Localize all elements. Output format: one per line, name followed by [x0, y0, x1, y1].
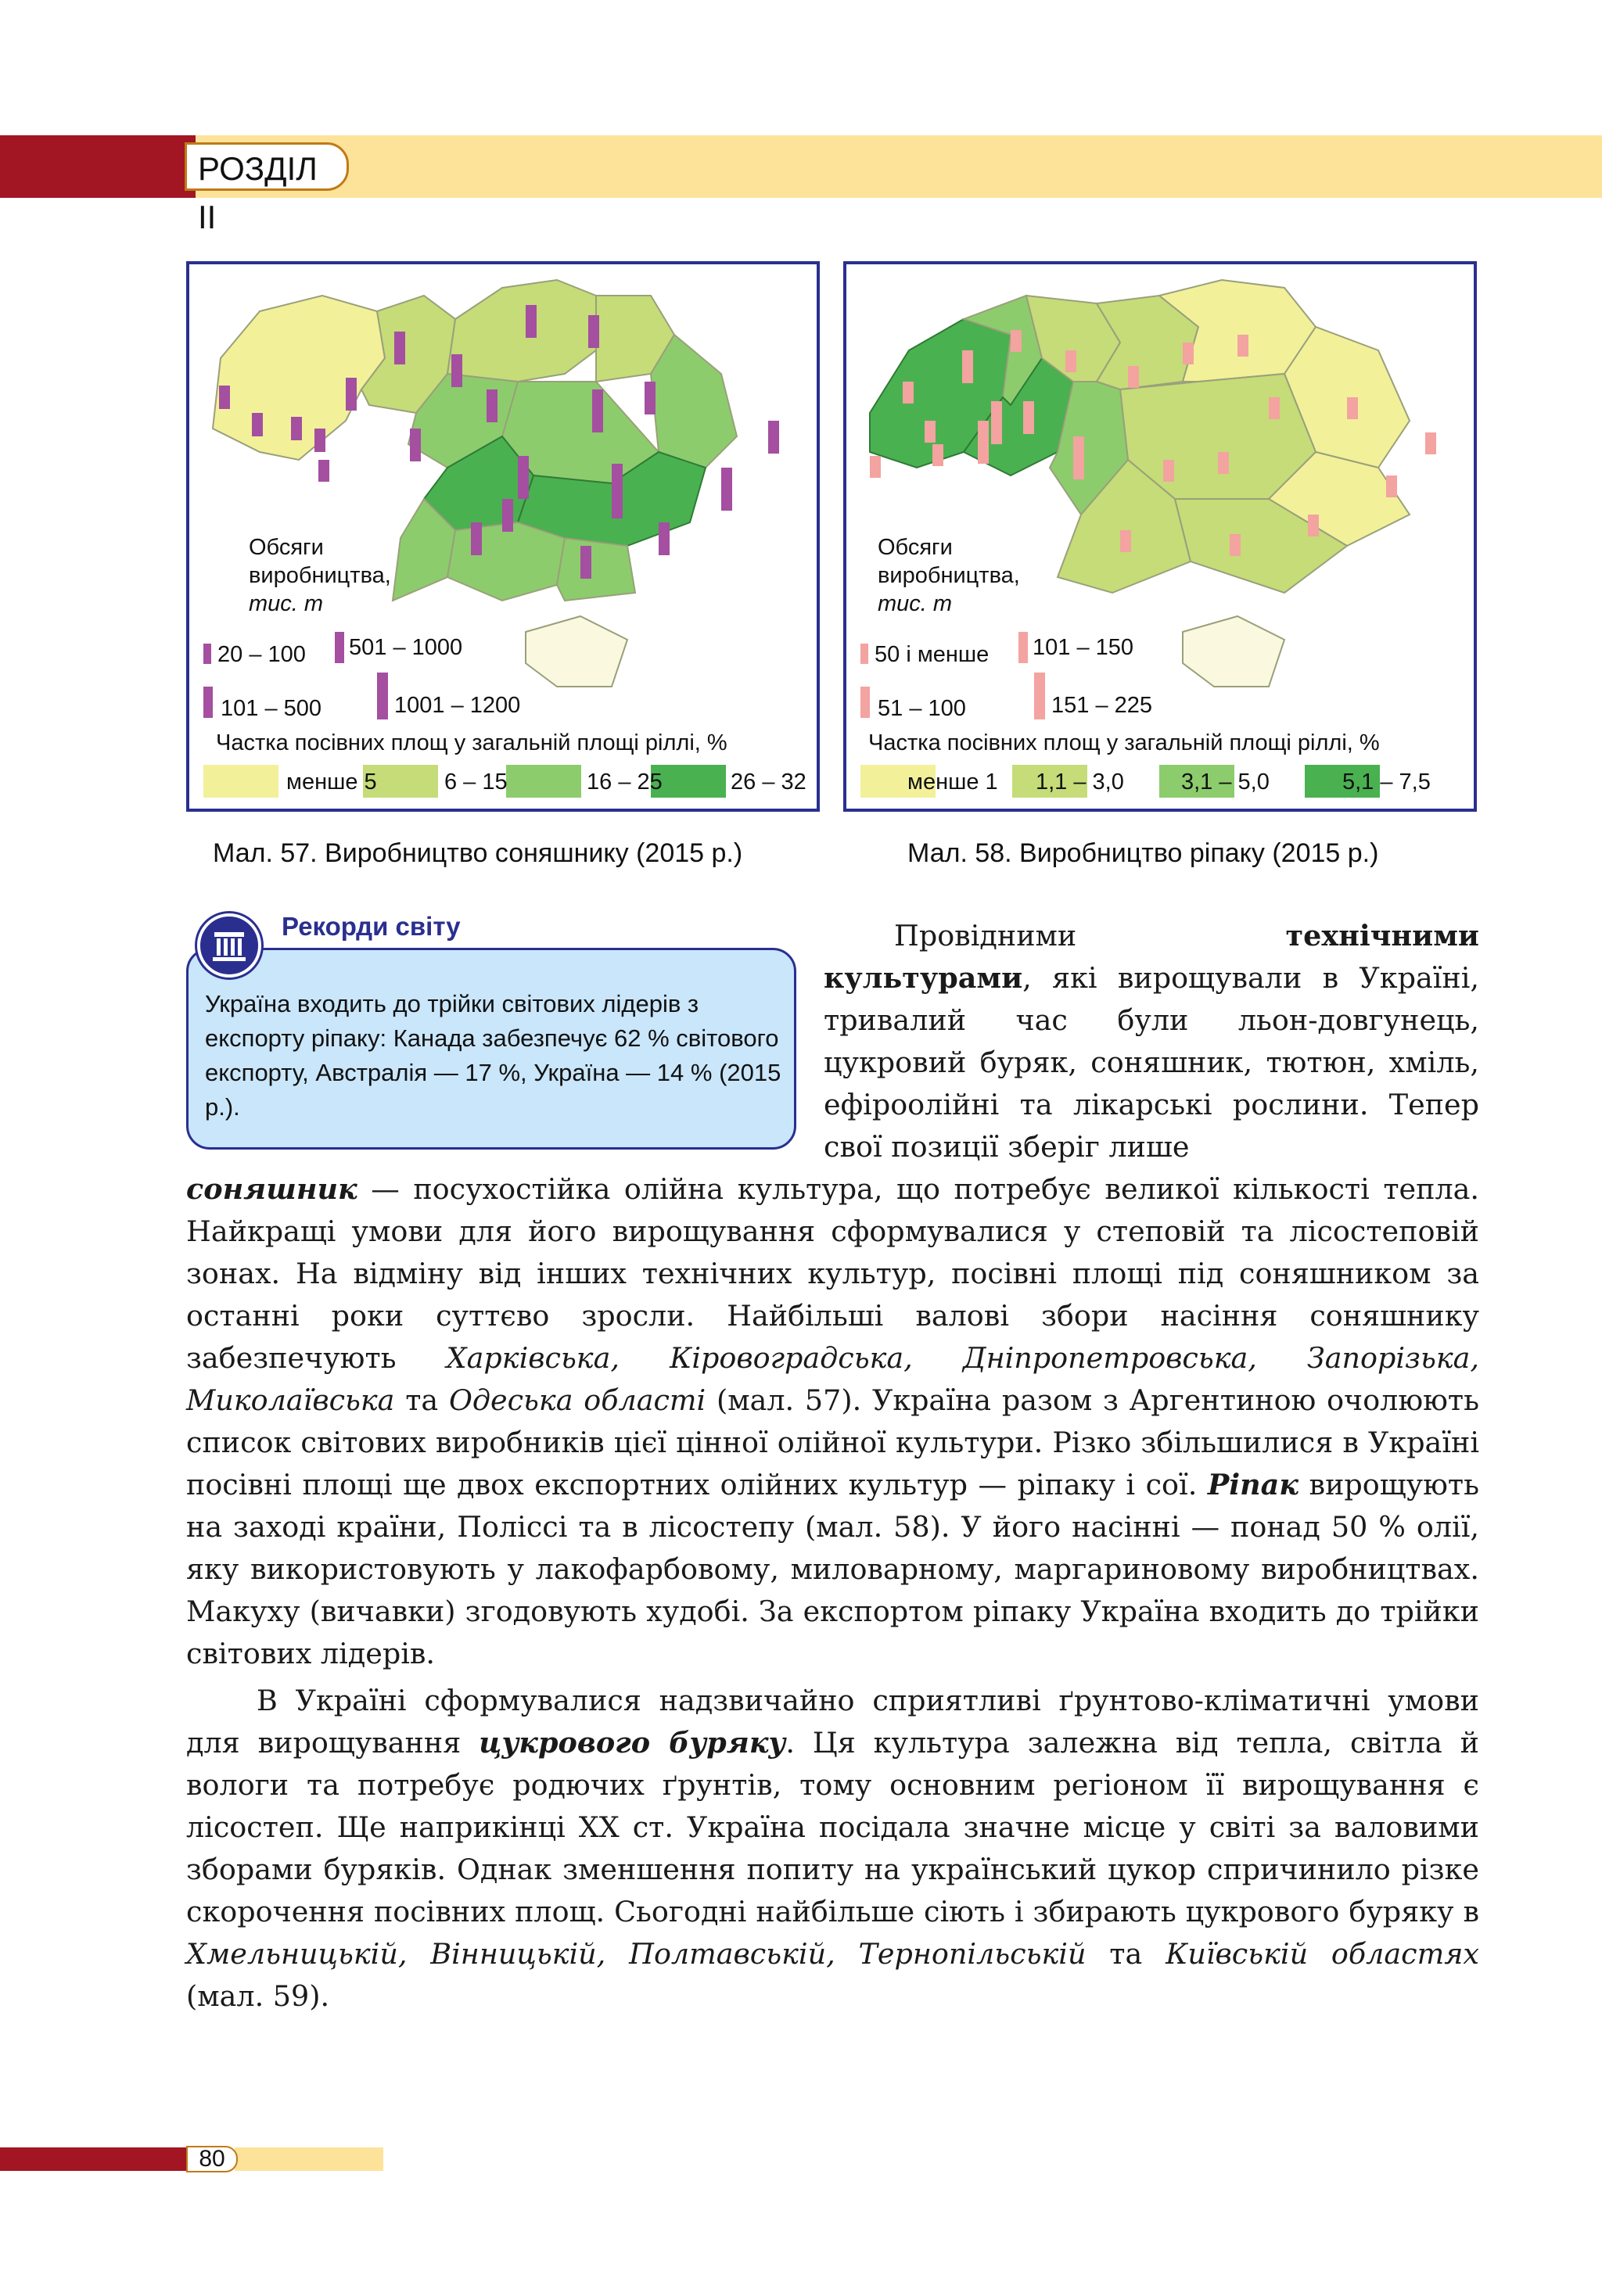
term-rapeseed: Ріпак: [1207, 1468, 1299, 1501]
columns-icon: [197, 913, 261, 978]
figure-caption-58: Мал. 58. Виробництво ріпаку (2015 р.): [907, 838, 1379, 868]
legend-share-item: 26 – 32: [731, 770, 806, 795]
legend-volume-title: Обсяги: [249, 535, 324, 560]
legend-volume-title-2: виробництва,: [878, 563, 1020, 588]
text-run: , які вирощували в Україні, тривалий час були льон-довгунець, цукровий буряк, соняшник, тютюн, хміль, ефіроолійні та лікарські рослини. Тепер свої позиції зберіг лише: [824, 961, 1479, 1164]
text-run: вирощують на заході країни, Поліссі та в лісостепу (мал. 58). У його насінні — понад 50 % олії, яку використовують у лакофарбовому, миловарному, маргариновому виробництвах. Макуху (вичавки) згодовують худобі. За експортом ріпаку Україна входить до трійки світових лідерів.: [186, 1468, 1479, 1670]
term-technical-crops: технічними культурами: [824, 919, 1479, 995]
text-run: В Україні сформувалися надзвичайно сприятливі ґрунтово-кліматичні умови для вирощування: [186, 1684, 1479, 1760]
text-run: Провідними: [894, 919, 1286, 952]
legend-share-item: менше 5: [286, 770, 377, 795]
legend-volume-unit: тис. т: [878, 591, 953, 616]
footer-bar-red: [0, 2147, 188, 2171]
map-rapeseed: [843, 261, 1477, 812]
legend-volume-item: 101 – 500: [221, 696, 322, 721]
text-run: . Ця культура залежна від тепла, світла й вологи та потребує родючих ґрунтів, тому основним регіоном її вирощування є лісостеп. Ще наприкінці XX ст. Україна посідала значне місце у світі за валовими зборами буряків. Однак зменшення попиту на український цукор спричинило різке скорочення посівних площ. Сьогодні найбільше сіють і збирають цукрового буряку в: [186, 1726, 1479, 1928]
legend-volume-item: 20 – 100: [217, 642, 306, 667]
text-run: (мал. 57). Україна разом з Аргентиною очолюють список світових виробників цієї цінної олійної культури. Різко збільшилися в Україні посівні площі ще двох експортних олійних культур — ріпаку і сої.: [186, 1383, 1479, 1501]
legend-share-item: 6 – 15: [444, 770, 508, 795]
text-run: та: [1086, 1937, 1166, 1971]
term-sunflower: соняшник: [186, 1172, 357, 1206]
legend-volume-title-2: виробництва,: [249, 563, 391, 588]
map-sunflower: [186, 261, 820, 812]
text-run: (мал. 59).: [186, 1979, 330, 2013]
legend-share-item: менше 1: [907, 770, 998, 795]
regions-sunflower: Харківська, Кіровоградська, Дніпропетровська, Запорізька, Миколаївська: [186, 1341, 1479, 1417]
legend-volume-unit: тис. т: [249, 591, 324, 616]
legend-volume-item: 501 – 1000: [349, 635, 463, 660]
legend-share-title: Частка посівних площ у загальній площі ріллі, %: [216, 730, 727, 755]
region-odesa: Одеська області: [448, 1383, 706, 1417]
legend-volume-item: 101 – 150: [1033, 635, 1134, 660]
legend-share-item: 1,1 – 3,0: [1036, 770, 1124, 795]
footer-bar-yellow: [235, 2147, 383, 2171]
section-label: РОЗДІЛ II: [185, 142, 349, 191]
legend-volume-item: 51 – 100: [878, 696, 966, 721]
legend-volume-title: Обсяги: [878, 535, 953, 560]
legend-share-item: 3,1 – 5,0: [1181, 770, 1270, 795]
term-sugar-beet: цукрового буряку: [479, 1726, 786, 1760]
world-records-title: Рекорди світу: [282, 912, 461, 941]
legend-volume-item: 50 і менше: [875, 642, 990, 667]
main-text: [186, 1168, 1479, 2018]
text-run: та: [394, 1383, 449, 1417]
region-kyiv: Київській областях: [1166, 1937, 1479, 1971]
header-bar-red: [0, 135, 196, 198]
legend-volume-item: 1001 – 1200: [394, 693, 521, 718]
legend-share-item: 16 – 25: [587, 770, 663, 795]
world-records-text: Україна входить до трійки світових лідерів з експорту ріпаку: Канада забезпечує 62 % світового експорту, Австралія — 17 %, Україна — 14 % (2015 р.).: [205, 990, 781, 1121]
figure-caption-57: Мал. 57. Виробництво соняшнику (2015 р.): [213, 838, 743, 868]
legend-share-title: Частка посівних площ у загальній площі ріллі, %: [868, 730, 1380, 755]
header-bar-yellow: [196, 135, 1602, 198]
regions-sugar-beet: Хмельницькій, Вінницькій, Полтавській, Тернопільській: [186, 1937, 1087, 1971]
paragraph-intro: [824, 915, 1479, 1168]
text-run: — посухостійка олійна культура, що потребує великої кількості тепла. Найкращі умови для його вирощування сформувалися у степовій та лісостеповій зонах. На відміну від інших технічних культур, посівні площі під соняшником за останні роки суттєво зросли. Найбільші валові збори насіння соняшнику забезпечують: [186, 1172, 1479, 1375]
legend-share-item: 5,1 – 7,5: [1342, 770, 1431, 795]
page-number: 80: [186, 2146, 238, 2172]
legend-volume-item: 151 – 225: [1051, 693, 1153, 718]
